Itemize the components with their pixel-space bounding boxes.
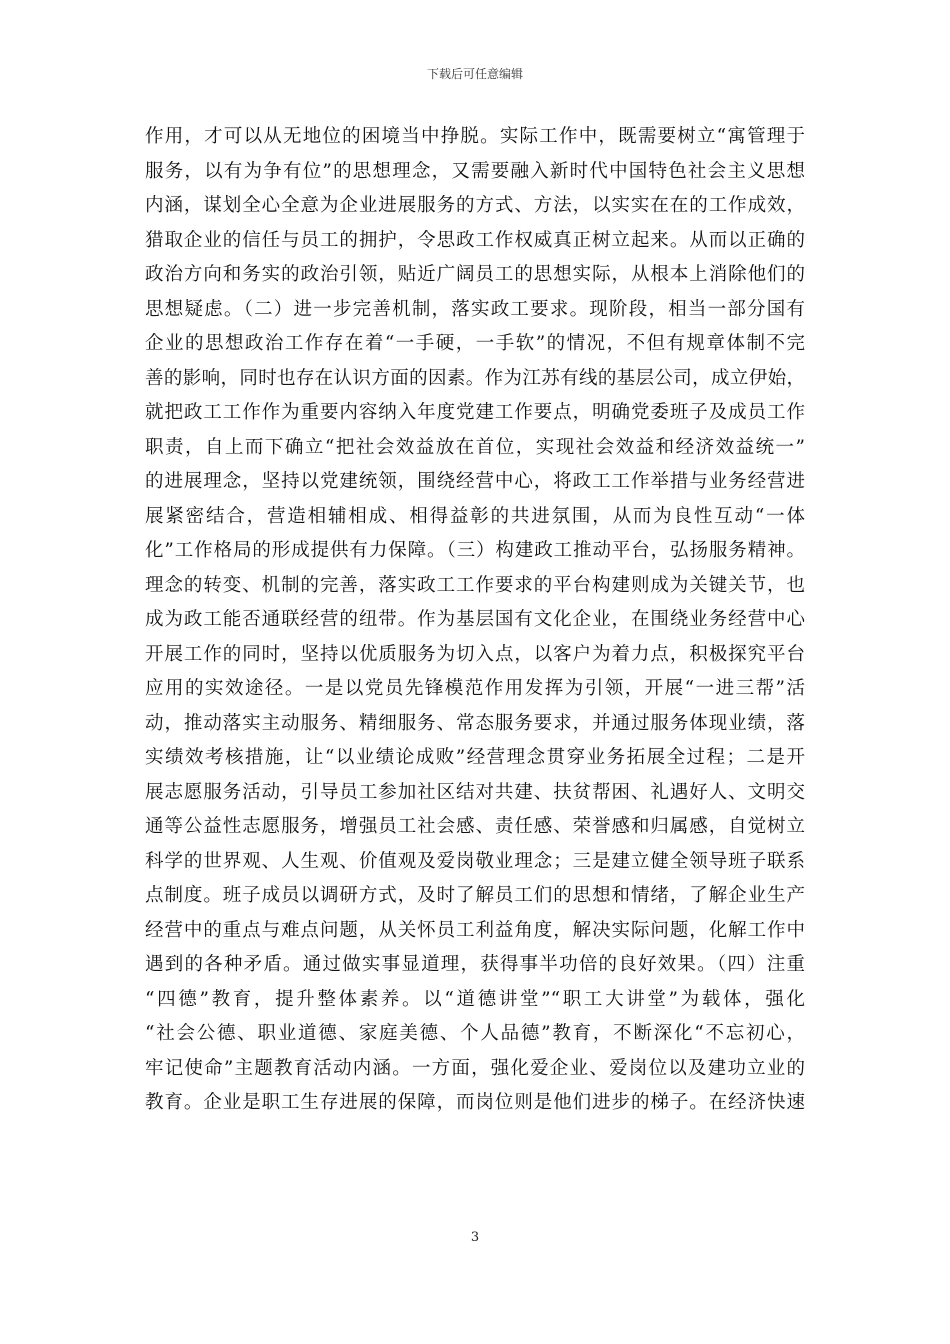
page-header: 下载后可任意编辑 bbox=[426, 67, 523, 81]
text-line: 教育。企业是职工生存进展的保障，而岗位则是他们进步的梯子。在经济快速 bbox=[145, 1092, 805, 1113]
text-line: 点制度。班子成员以调研方式，及时了解员工们的思想和情绪，了解企业生产 bbox=[145, 885, 805, 906]
text-line: 作用，才可以从无地位的困境当中挣脱。实际工作中，既需要树立“寓管理于 bbox=[145, 126, 805, 147]
text-line: 动，推动落实主动服务、精细服务、常态服务要求，并通过服务体现业绩，落 bbox=[145, 712, 805, 734]
text-line: 善的影响，同时也存在认识方面的因素。作为江苏有线的基层公司，成立伊始， bbox=[145, 367, 805, 389]
text-line: 应用的实效途径。一是以党员先锋模范作用发挥为引领，开展“一进三帮”活 bbox=[145, 678, 805, 699]
text-line: 牢记使命”主题教育活动内涵。一方面，强化爱企业、爱岗位以及建功立业的 bbox=[145, 1057, 805, 1079]
text-line: 猎取企业的信任与员工的拥护，令思政工作权威真正树立起来。从而以正确的 bbox=[145, 229, 805, 251]
text-line: 的进展理念，坚持以党建统领，围绕经营中心，将政工工作举措与业务经营进 bbox=[145, 471, 805, 492]
text-line: 内涵，谋划全心全意为企业进展服务的方式、方法，以实实在在的工作成效， bbox=[145, 195, 805, 216]
text-line: 化”工作格局的形成提供有力保障。（三）构建政工推动平台，弘扬服务精神。 bbox=[145, 540, 805, 561]
text-line: 企业的思想政治工作存在着“一手硬，一手软”的情况，不但有规章体制不完 bbox=[145, 333, 805, 354]
text-line: 职责，自上而下确立“把社会效益放在首位，实现社会效益和经济效益统一” bbox=[145, 436, 805, 458]
text-line: 思想疑虑。（二）进一步完善机制，落实政工要求。现阶段，相当一部分国有 bbox=[145, 298, 805, 320]
text-line: 政治方向和务实的政治引领，贴近广阔员工的思想实际，从根本上消除他们的 bbox=[145, 264, 805, 285]
text-line: 经营中的重点与难点问题，从关怀员工利益角度，解决实际问题，化解工作中 bbox=[145, 919, 805, 941]
page-number: 3 bbox=[470, 1230, 480, 1245]
text-line: 就把政工工作作为重要内容纳入年度党建工作要点，明确党委班子及成员工作 bbox=[145, 402, 805, 423]
text-line: 理念的转变、机制的完善，落实政工工作要求的平台构建则成为关键关节，也 bbox=[145, 574, 805, 596]
text-line: “四德”教育，提升整体素养。以“道德讲堂”“职工大讲堂”为载体，强化 bbox=[145, 988, 805, 1010]
text-line: 通等公益性志愿服务，增强员工社会感、责任感、荣誉感和归属感，自觉树立 bbox=[145, 816, 805, 837]
text-line: 成为政工能否通联经营的纽带。作为基层国有文化企业，在围绕业务经营中心 bbox=[145, 609, 805, 630]
text-line: 科学的世界观、人生观、价值观及爱岗敬业理念；三是建立健全领导班子联系 bbox=[145, 850, 805, 872]
text-line: 开展工作的同时，坚持以优质服务为切入点，以客户为着力点，积极探究平台 bbox=[145, 643, 805, 665]
text-line: 服务，以有为争有位”的思想理念，又需要融入新时代中国特色社会主义思想 bbox=[145, 160, 805, 182]
text-line: “社会公德、职业道德、家庭美德、个人品德”教育，不断深化“不忘初心， bbox=[145, 1023, 805, 1044]
text-line: 实绩效考核措施，让“以业绩论成败”经营理念贯穿业务拓展全过程；二是开 bbox=[145, 747, 805, 768]
text-line: 展志愿服务活动，引导员工参加社区结对共建、扶贫帮困、礼遇好人、文明交 bbox=[145, 781, 805, 803]
text-line: 展紧密结合，营造相辅相成、相得益彰的共进氛围，从而为良性互动“一体 bbox=[145, 505, 805, 527]
text-line: 遇到的各种矛盾。通过做实事显道理，获得事半功倍的良好效果。（四）注重 bbox=[145, 954, 805, 975]
document-body bbox=[145, 120, 805, 1121]
